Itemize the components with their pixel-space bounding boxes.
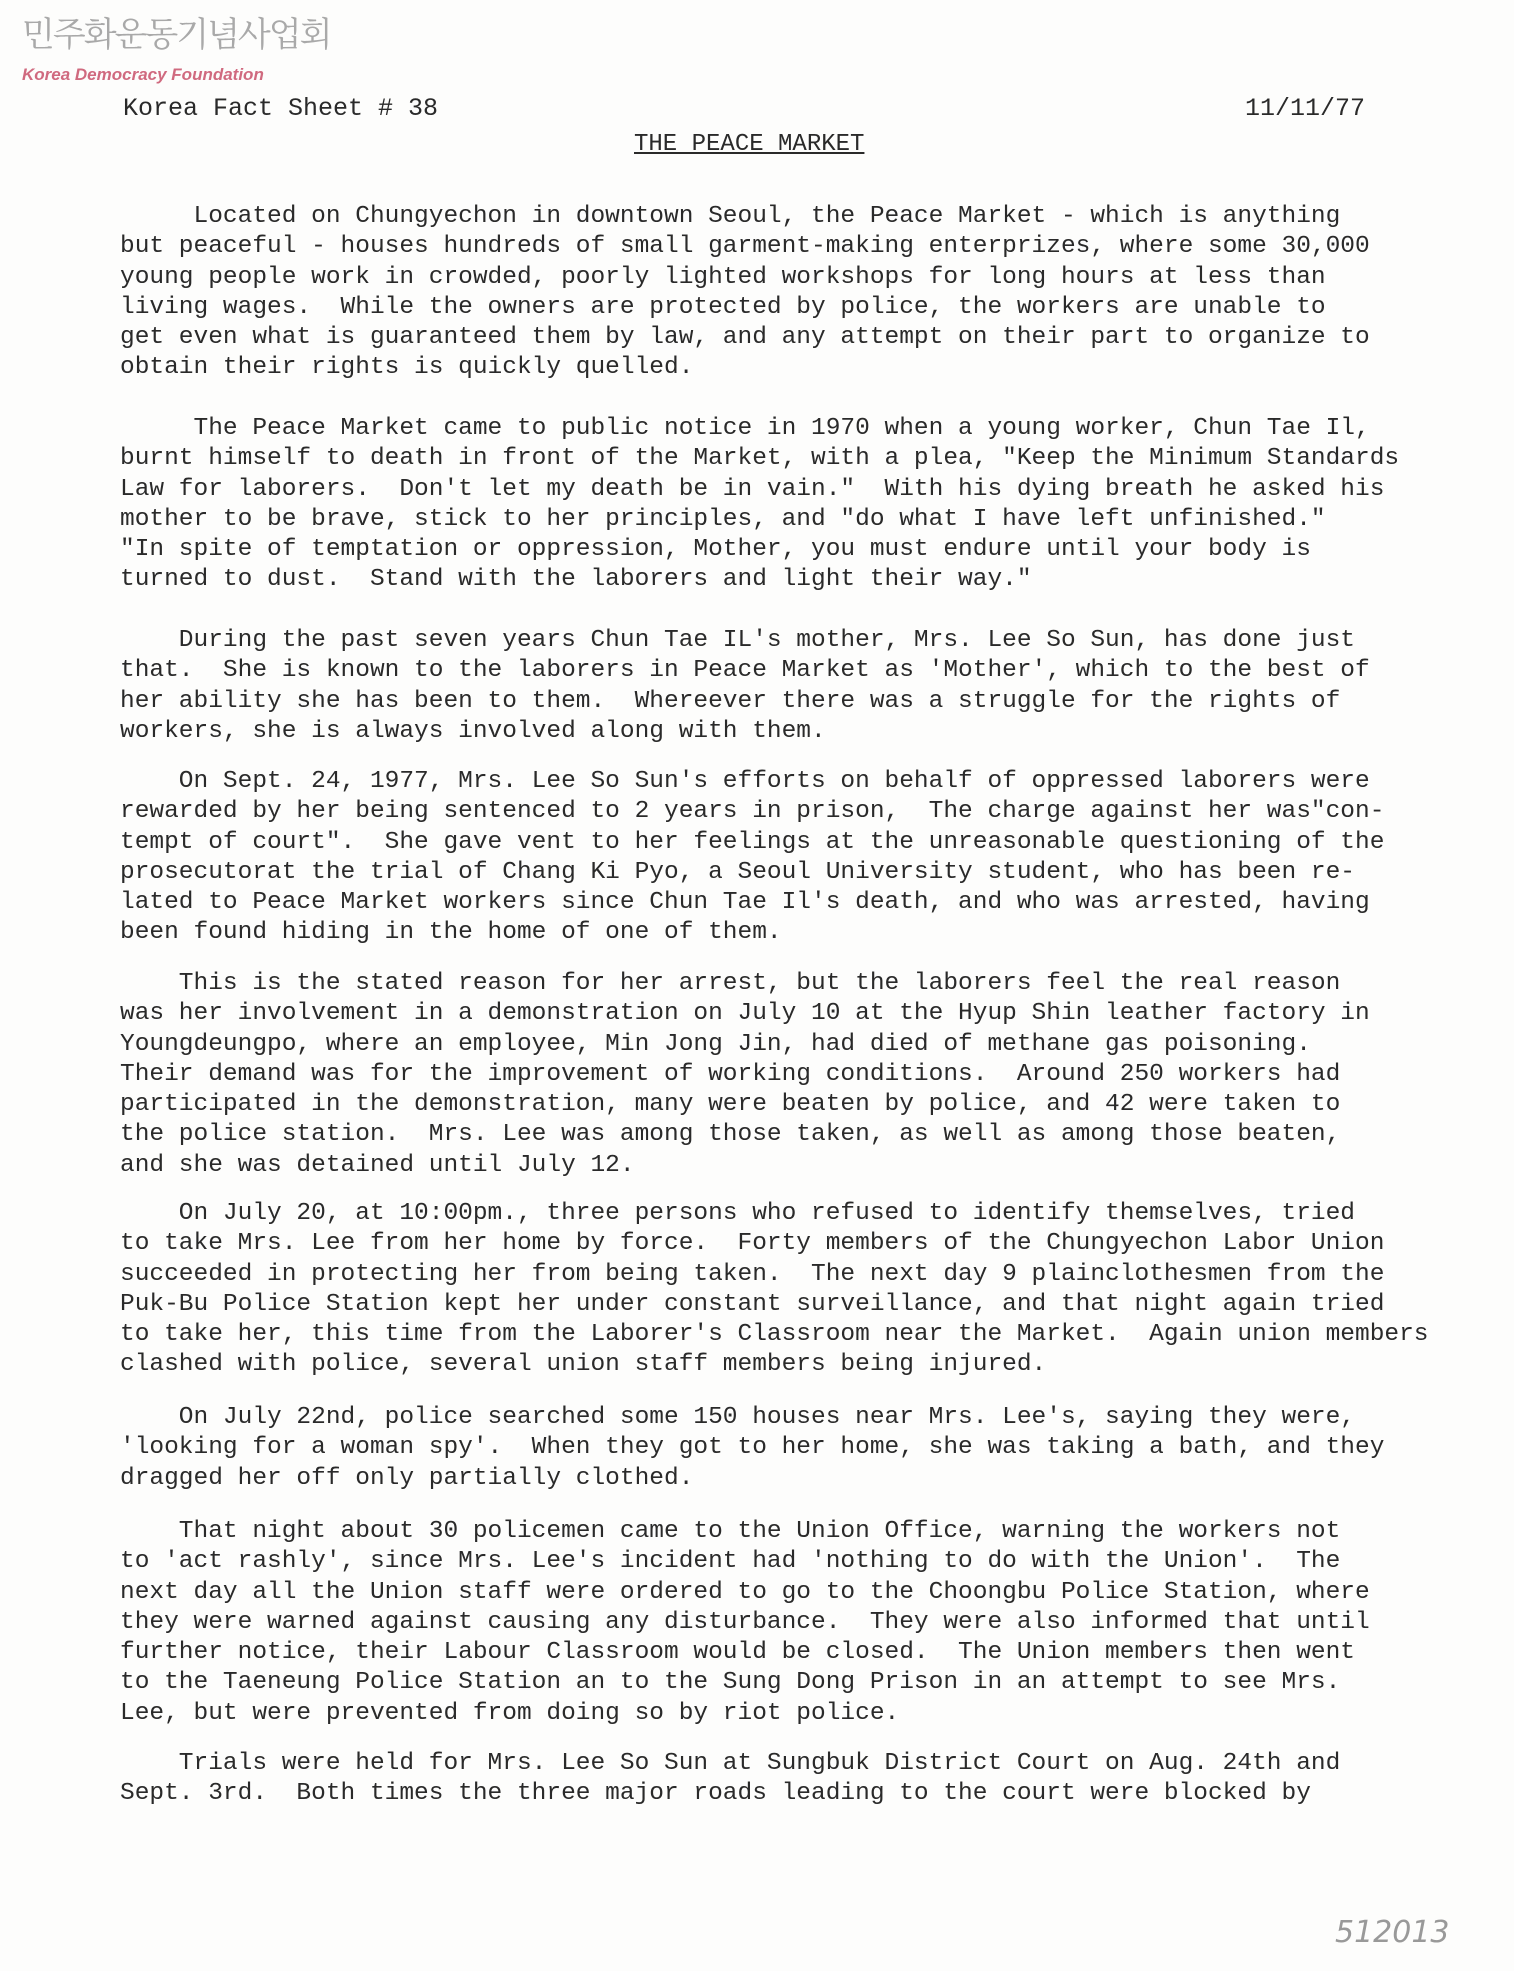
text-line: and she was detained until July 12. xyxy=(120,1151,635,1179)
text-line: Trials were held for Mrs. Lee So Sun at Sungbuk District Court on Aug. 24th and xyxy=(120,1750,1341,1777)
text-line: This is the stated reason for her arrest, but the laborers feel the real reason xyxy=(120,970,1341,997)
text-line: that. She is known to the laborers in Peace Market as 'Mother', which to the best of xyxy=(120,657,1370,685)
text-line: clashed with police, several union staff members being injured. xyxy=(120,1351,1047,1379)
text-line: tempt of court". She gave vent to her feelings at the unreasonable questioning of the xyxy=(120,828,1385,856)
text-line: turned to dust. Stand with the laborers and light their way." xyxy=(120,566,1032,594)
text-line: next day all the Union staff were ordered to go to the Choongbu Police Station, where xyxy=(120,1578,1370,1606)
text-line: Law for laborers. Don't let my death be in vain." With his dying breath he asked his xyxy=(120,475,1385,503)
text-line: On Sept. 24, 1977, Mrs. Lee So Sun's efforts on behalf of oppressed laborers were xyxy=(120,768,1370,795)
text-line: dragged her off only partially clothed. xyxy=(120,1464,694,1492)
text-line: "In spite of temptation or oppression, Mother, you must endure until your body is xyxy=(120,536,1311,564)
paragraph xyxy=(120,1517,1370,1729)
handwritten-page-number: 512013 xyxy=(1335,1915,1450,1950)
text-line: young people work in crowded, poorly lighted workshops for long hours at less than xyxy=(120,263,1326,291)
text-line: During the past seven years Chun Tae IL's mother, Mrs. Lee So Sun, has done just xyxy=(120,627,1356,654)
text-line: Lee, but were prevented from doing so by riot police. xyxy=(120,1699,900,1727)
document-title: THE PEACE MARKET xyxy=(634,131,865,158)
text-line: obtain their rights is quickly quelled. xyxy=(120,354,694,382)
text-line: they were warned against causing any disturbance. They were also informed that until xyxy=(120,1608,1370,1636)
paragraph xyxy=(120,767,1384,949)
text-line: the police station. Mrs. Lee was among those taken, as well as among those beaten, xyxy=(120,1121,1341,1149)
text-line: her ability she has been to them. Whereever there was a struggle for the rights of xyxy=(120,687,1341,715)
text-line: succeeded in protecting her from being taken. The next day 9 plainclothesmen from the xyxy=(120,1260,1385,1288)
text-line: been found hiding in the home of one of them. xyxy=(120,919,782,947)
text-line: get even what is guaranteed them by law, and any attempt on their part to organize to xyxy=(120,324,1370,352)
text-line: rewarded by her being sentenced to 2 years in prison, The charge against her was"con- xyxy=(120,798,1385,826)
paragraph xyxy=(120,1749,1340,1810)
text-line: The Peace Market came to public notice in 1970 when a young worker, Chun Tae Il, xyxy=(120,415,1370,442)
text-line: Youngdeungpo, where an employee, Min Jong Jin, had died of methane gas poisoning. xyxy=(120,1030,1311,1058)
text-line: but peaceful - houses hundreds of small garment-making enterprizes, where some 30,000 xyxy=(120,233,1370,261)
foundation-logo-english: Korea Democracy Foundation xyxy=(22,65,264,84)
text-line: living wages. While the owners are protected by police, the workers are unable to xyxy=(120,293,1326,321)
text-line: Sept. 3rd. Both times the three major roads leading to the court were blocked by xyxy=(120,1780,1311,1808)
text-line: lated to Peace Market workers since Chun Tae Il's death, and who was arrested, having xyxy=(120,889,1370,917)
text-line: to take Mrs. Lee from her home by force. Forty members of the Chungyechon Labor Union xyxy=(120,1230,1385,1258)
text-line: Their demand was for the improvement of working conditions. Around 250 workers had xyxy=(120,1060,1341,1088)
text-line: 'looking for a woman spy'. When they got to her home, she was taking a bath, and they xyxy=(120,1434,1385,1462)
paragraph xyxy=(120,1199,1429,1381)
paragraph xyxy=(120,414,1399,596)
text-line: On July 22nd, police searched some 150 houses near Mrs. Lee's, saying they were, xyxy=(120,1404,1356,1431)
paragraph xyxy=(120,626,1370,747)
text-line: was her involvement in a demonstration on July 10 at the Hyup Shin leather factory in xyxy=(120,1000,1370,1028)
document-date: 11/11/77 xyxy=(1245,94,1366,123)
text-line: mother to be brave, stick to her principles, and "do what I have left unfinished." xyxy=(120,505,1326,533)
text-line: workers, she is always involved along with them. xyxy=(120,717,826,745)
text-line: to the Taeneung Police Station an to the Sung Dong Prison in an attempt to see Mrs. xyxy=(120,1669,1341,1697)
text-line: prosecutorat the trial of Chang Ki Pyo, a Seoul University student, who has been re- xyxy=(120,858,1356,886)
foundation-logo-korean: 민주화운동기념사업회 xyxy=(22,15,331,55)
text-line: participated in the demonstration, many were beaten by police, and 42 were taken to xyxy=(120,1091,1341,1119)
text-line: burnt himself to death in front of the Market, with a plea, "Keep the Minimum Standards xyxy=(120,445,1400,473)
text-line: to 'act rashly', since Mrs. Lee's incident had 'nothing to do with the Union'. The xyxy=(120,1548,1341,1576)
text-line: On July 20, at 10:00pm., three persons who refused to identify themselves, tried xyxy=(120,1200,1356,1227)
text-line: Located on Chungyechon in downtown Seoul, the Peace Market - which is anything xyxy=(120,203,1341,230)
paragraph xyxy=(120,1403,1384,1494)
paragraph xyxy=(120,969,1370,1181)
fact-sheet-number: Korea Fact Sheet # 38 xyxy=(123,94,439,123)
text-line: Puk-Bu Police Station kept her under constant surveillance, and that night again tried xyxy=(120,1290,1385,1318)
text-line: to take her, this time from the Laborer's Classroom near the Market. Again union members xyxy=(120,1321,1429,1349)
text-line: further notice, their Labour Classroom would be closed. The Union members then went xyxy=(120,1639,1356,1667)
text-line: That night about 30 policemen came to the Union Office, warning the workers not xyxy=(120,1518,1341,1545)
paragraph xyxy=(120,202,1370,384)
